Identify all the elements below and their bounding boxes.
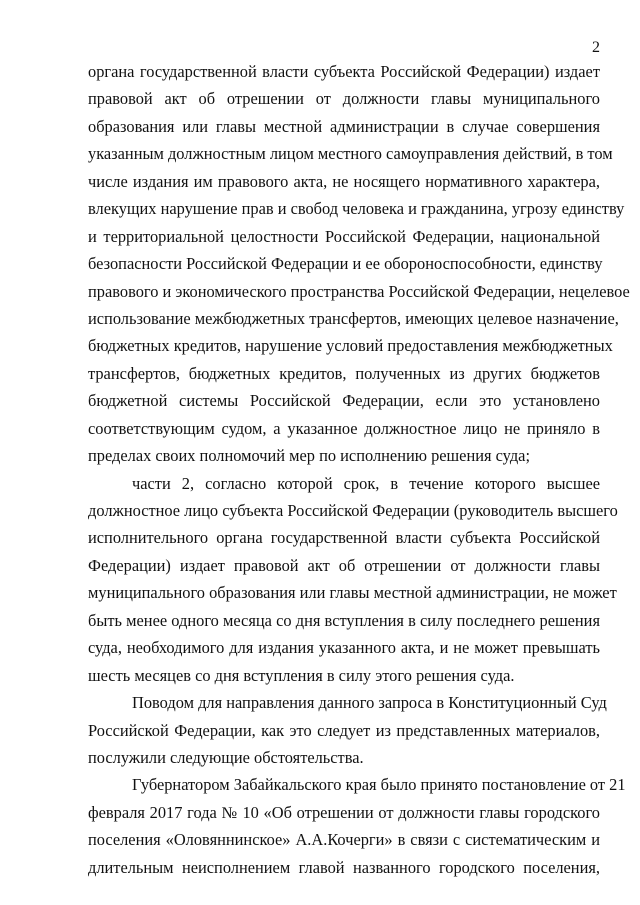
text-line: должностное лицо субъекта Российской Федерации (руководитель высшего — [88, 501, 618, 520]
text-line: Поводом для направления данного запроса в Конституционный Суд — [132, 693, 607, 713]
text-line: поселения «Оловяннинское» А.А.Кочерги» в связи с систематическим и — [88, 830, 600, 850]
text-line: безопасности Российской Федерации и ее обороноспособности, единству — [88, 254, 603, 274]
text-line: бюджетной системы Российской Федерации, если это установлено — [88, 391, 600, 411]
text-line: пределах своих полномочий мер по исполнению решения суда; — [88, 446, 531, 466]
text-line: правового и экономического пространства Российской Федерации, нецелевое — [88, 281, 630, 301]
text-line: Федерации) издает правовой акт об отрешении от должности главы — [88, 555, 600, 575]
text-line: влекущих нарушение прав и свобод человека и гражданина, угрозу единству — [88, 199, 625, 219]
text-line: длительным неисполнением главой названного городского поселения, — [88, 857, 600, 877]
text-line: муниципального образования или главы местной администрации, не может — [88, 583, 617, 603]
text-line: указанным должностным лицом местного самоуправления действий, в том — [88, 144, 613, 164]
text-line: бюджетных кредитов, нарушение условий предоставления межбюджетных — [88, 336, 613, 356]
text-line: соответствующим судом, а указанное должностное лицо не приняло в — [88, 418, 600, 438]
text-line: трансфертов, бюджетных кредитов, полученных из других бюджетов — [88, 363, 600, 383]
text-line: суда, необходимого для издания указанного акта, и не может превышать — [88, 638, 600, 658]
text-line: февраля 2017 года № 10 «Об отрешении от должности главы городского — [88, 802, 600, 822]
text-line: части 2, согласно которой срок, в течение которого высшее — [132, 473, 600, 493]
text-line: послужили следующие обстоятельства. — [88, 747, 364, 767]
text-line: и территориальной целостности Российской Федерации, национальной — [88, 226, 600, 246]
text-line: правовой акт об отрешении от должности главы муниципального — [88, 89, 600, 109]
text-line: Российской Федерации, как это следует из представленных материалов, — [88, 720, 600, 740]
text-line: числе издания им правового акта, не носящего нормативного характера, — [88, 171, 600, 191]
document-body — [88, 58, 630, 881]
text-line: использование межбюджетных трансфертов, имеющих целевое назначение, — [88, 308, 619, 328]
text-line: исполнительного органа государственной власти субъекта Российской — [88, 528, 600, 548]
text-line: Губернатором Забайкальского края было принято постановление от 21 — [132, 775, 626, 795]
page-number: 2 — [592, 39, 600, 56]
text-line: шесть месяцев со дня вступления в силу этого решения суда. — [88, 665, 515, 685]
text-line: быть менее одного месяца со дня вступления в силу последнего решения — [88, 610, 600, 630]
text-line: образования или главы местной администрации в случае совершения — [88, 116, 600, 136]
text-line: органа государственной власти субъекта Российской Федерации) издает — [88, 62, 600, 81]
